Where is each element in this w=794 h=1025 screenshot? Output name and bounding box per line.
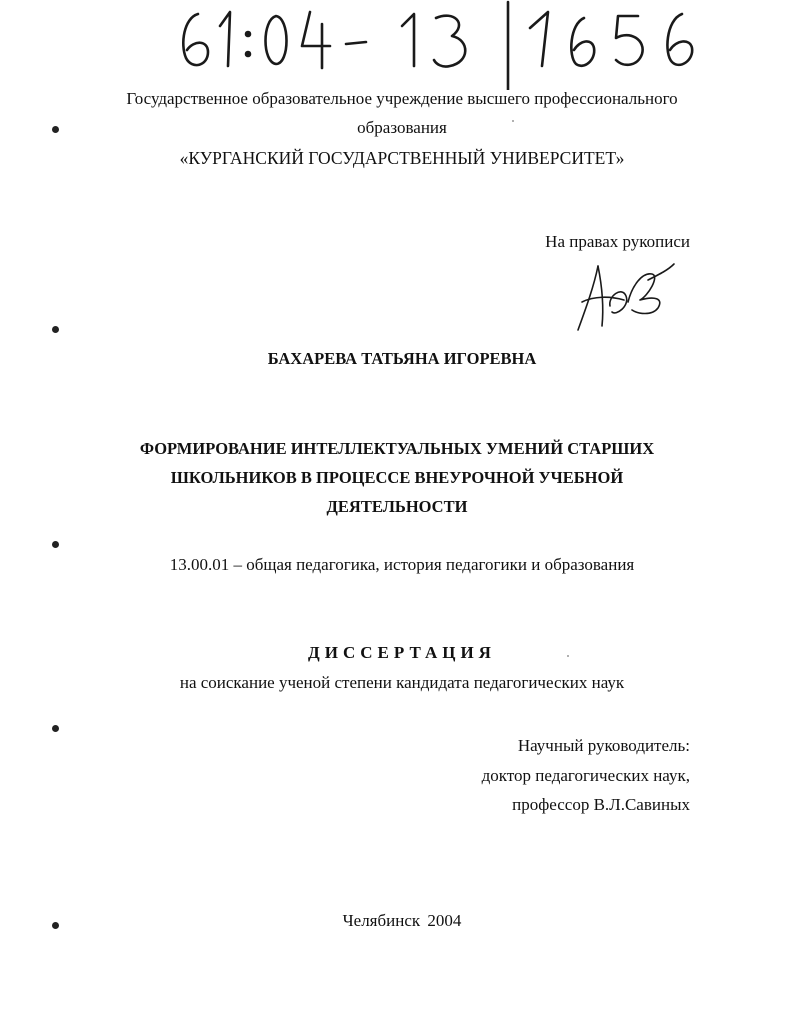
manuscript-rights-note: На правах рукописи [545, 232, 690, 251]
handwritten-archive-code [170, 0, 710, 90]
supervisor-label: Научный руководитель: [517, 736, 690, 755]
title-line-1: ФОРМИРОВАНИЕ ИНТЕЛЛЕКТУАЛЬНЫХ УМЕНИЙ СТАРШИХ [139, 439, 655, 458]
specialty-code: 13.00.01 – общая педагогика, история педагогики и образования [169, 555, 635, 574]
scan-speck [512, 120, 514, 122]
dissertation-heading: ДИССЕРТАЦИЯ [308, 643, 496, 662]
city-year: Челябинск 2004 [342, 911, 462, 930]
university-name: «КУРГАНСКИЙ ГОСУДАРСТВЕННЫЙ УНИВЕРСИТЕТ» [179, 148, 625, 168]
punch-hole-mark [52, 922, 59, 929]
punch-hole-mark [52, 126, 59, 133]
dissertation-title [97, 434, 697, 521]
institution-line-2: образования [357, 118, 447, 137]
title-line-2: ШКОЛЬНИКОВ В ПРОЦЕССЕ ВНЕУРОЧНОЙ УЧЕБНОЙ [170, 468, 624, 487]
supervisor-degree: доктор педагогических наук, [481, 765, 690, 785]
punch-hole-mark [52, 541, 59, 548]
title-line-3: ДЕЯТЕЛЬНОСТИ [326, 497, 468, 516]
supervisor-block [482, 731, 690, 820]
punch-hole-mark [52, 326, 59, 333]
dissertation-subtitle: на соискание ученой степени кандидата педагогических наук [179, 673, 625, 692]
supervisor-name: профессор В.Л.Савиных [512, 795, 690, 814]
punch-hole-mark [52, 725, 59, 732]
scan-speck [567, 655, 569, 657]
handwritten-signature [568, 256, 678, 336]
institution-line-1: Государственное образовательное учреждение высшего профессионального [126, 89, 678, 108]
author-name: БАХАРЕВА ТАТЬЯНА ИГОРЕВНА [267, 349, 537, 368]
